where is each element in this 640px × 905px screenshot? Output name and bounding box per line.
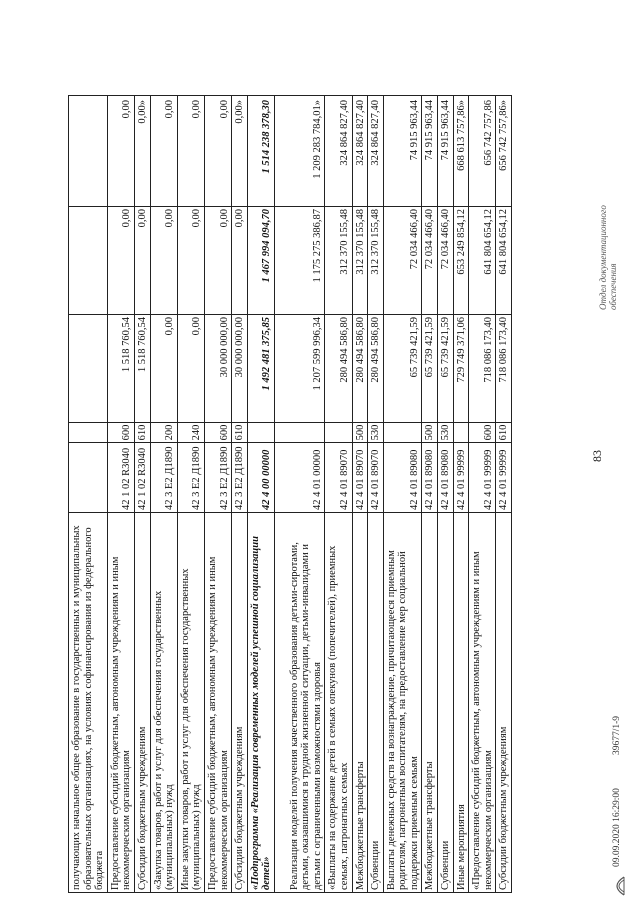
row-value-2021-cell: 72 034 466,40 xyxy=(438,206,453,314)
row-value-2021-cell: 312 370 155,48 xyxy=(368,206,383,314)
row-value-2020-cell: 1 492 481 375,85 xyxy=(248,314,274,422)
row-value-2022-cell: 656 742 757,86» xyxy=(498,100,510,171)
table-row xyxy=(151,96,178,892)
row-value-2022-cell: 0,00 xyxy=(121,100,133,119)
row-value-2021-cell: 0,00 xyxy=(151,206,177,314)
row-name-cell: Предоставление субсидий бюджетным, автономным учреждениям и иным некоммерческим организациям xyxy=(205,512,231,892)
budget-table xyxy=(68,95,512,893)
row-name-cell: Субсидии бюджетным учреждениям xyxy=(496,512,511,892)
row-value-2021-cell: 653 249 854,12 xyxy=(454,206,469,314)
row-vr-cell: 500 xyxy=(353,422,368,442)
row-value-2022-cell: 0,00 xyxy=(164,100,176,119)
table-row xyxy=(384,96,423,892)
row-vr-cell: 610 xyxy=(135,422,150,442)
footer-doc-id: 39677/1-9 xyxy=(612,715,622,755)
row-code-cell: 42 4 01 99999 xyxy=(454,442,469,512)
row-value-2022-cell: 74 915 963,44 xyxy=(440,100,452,161)
row-code-cell: 42 3 Е2 Д1890 xyxy=(151,442,177,512)
row-name-cell: Субвенции xyxy=(438,512,453,892)
row-vr-cell xyxy=(275,422,324,442)
row-code-cell: 42 4 01 89070 xyxy=(368,442,383,512)
table-row xyxy=(232,96,248,892)
row-vr-cell: 600 xyxy=(108,422,134,442)
table-row xyxy=(135,96,151,892)
row-vr-cell: 200 xyxy=(151,422,177,442)
row-value-2021-cell: 312 370 155,48 xyxy=(353,206,368,314)
row-name-cell: «Закупка товаров, работ и услуг для обеспечения государственных (муниципальных) нужд xyxy=(151,512,177,892)
row-vr-cell: 610 xyxy=(232,422,247,442)
row-value-2020-cell: 0,00 xyxy=(178,314,204,422)
row-name-cell: Реализация моделей получения качественного образования детьми-сиротами, детьми, оказавшимися в трудной жизненной ситуации, детьми-инвалидами и детьми с ограниченными возможностями здоровья xyxy=(275,512,324,892)
stamp-line-1: Отдел документационного xyxy=(598,205,608,310)
row-vr-cell xyxy=(325,422,351,442)
row-value-2020-cell: 0,00 xyxy=(151,314,177,422)
table-row xyxy=(325,96,352,892)
table-row xyxy=(275,96,325,892)
row-value-2022-cell xyxy=(69,98,107,206)
row-value-2021-cell: 0,00 xyxy=(108,206,134,314)
row-code-cell: 42 4 01 89080 xyxy=(438,442,453,512)
table-row xyxy=(422,96,438,892)
row-code-cell: 42 3 Е2 Д1890 xyxy=(205,442,231,512)
row-name-cell: Иные закупки товаров, работ и услуг для обеспечения государственных (муниципальных) нужд xyxy=(178,512,204,892)
row-value-2021-cell: 1 467 994 094,70 xyxy=(248,206,274,314)
row-vr-cell: 600 xyxy=(205,422,231,442)
row-vr-cell xyxy=(454,422,469,442)
row-code-cell: 42 4 01 89070 xyxy=(325,442,351,512)
row-value-2021-cell: 0,00 xyxy=(178,206,204,314)
row-code-cell: 42 4 01 89070 xyxy=(353,442,368,512)
row-value-2022-cell: 324 864 827,40 xyxy=(338,100,350,166)
row-code-cell: 42 1 02 R3040 xyxy=(135,442,150,512)
row-value-2020-cell: 729 749 371,06 xyxy=(454,314,469,422)
row-value-2020-cell xyxy=(69,314,107,422)
row-value-2020-cell: 1 518 760,54 xyxy=(108,314,134,422)
row-value-2021-cell xyxy=(69,206,107,314)
row-value-2022-cell: 324 864 827,40 xyxy=(370,100,382,166)
row-name-cell: Иные мероприятия xyxy=(454,512,469,892)
table-row xyxy=(248,96,275,892)
row-name-cell: Выплаты денежных средств на вознаграждение, причитающееся приемным родителям, патронатным воспитателям, на предоставление мер социальной поддержки приемным семьям xyxy=(384,512,422,892)
logo-icon xyxy=(608,875,626,897)
row-value-2022-cell: 0,00» xyxy=(234,100,246,124)
row-vr-cell: 610 xyxy=(496,422,511,442)
row-value-2020-cell: 718 086 173,40 xyxy=(469,314,495,422)
row-value-2020-cell: 280 494 586,80 xyxy=(325,314,351,422)
row-vr-cell xyxy=(69,422,107,442)
stamp-line-2: обеспечения xyxy=(608,263,618,310)
row-value-2020-cell: 1 518 760,54 xyxy=(135,314,150,422)
row-name-cell: Субсидии бюджетным учреждениям xyxy=(135,512,150,892)
row-value-2022-cell: 74 915 963,44 xyxy=(408,100,420,161)
row-name-cell: «Предоставление субсидий бюджетным, автономным учреждениям и иным некоммерческим организациям xyxy=(469,512,495,892)
row-vr-cell xyxy=(384,422,422,442)
row-name-cell: получающих начальное общее образование в государственных и муниципальных образовательных организациях, на условиях софинансирования из федерального бюджета xyxy=(69,512,107,892)
table-row xyxy=(454,96,470,892)
row-value-2020-cell: 65 739 421,59 xyxy=(438,314,453,422)
row-value-2022-cell: 1 209 283 784,01» xyxy=(311,100,323,179)
row-value-2021-cell: 0,00 xyxy=(205,206,231,314)
table-row xyxy=(496,96,511,892)
row-vr-cell: 530 xyxy=(368,422,383,442)
row-code-cell: 42 4 00 00000 xyxy=(248,442,274,512)
row-code-cell: 42 4 01 89080 xyxy=(384,442,422,512)
row-value-2021-cell: 641 804 654,12 xyxy=(469,206,495,314)
row-value-2021-cell: 72 034 466,40 xyxy=(384,206,422,314)
row-value-2021-cell: 72 034 466,40 xyxy=(422,206,437,314)
row-value-2020-cell: 65 739 421,59 xyxy=(422,314,437,422)
row-value-2020-cell: 65 739 421,59 xyxy=(384,314,422,422)
row-name-cell: Межбюджетные трансферты xyxy=(353,512,368,892)
row-value-2020-cell: 1 207 599 996,34 xyxy=(275,314,324,422)
row-value-2022-cell: 0,00 xyxy=(218,100,230,119)
row-vr-cell xyxy=(248,422,274,442)
row-code-cell: 42 3 Е2 Д1890 xyxy=(232,442,247,512)
table-row xyxy=(178,96,205,892)
table-row xyxy=(205,96,232,892)
table-row xyxy=(469,96,496,892)
row-vr-cell: 530 xyxy=(438,422,453,442)
row-value-2021-cell: 0,00 xyxy=(232,206,247,314)
footer-datetime: 09.09.2020 16:29:00 xyxy=(612,788,622,867)
row-code-cell xyxy=(69,442,107,512)
row-value-2022-cell: 74 915 963,44 xyxy=(424,100,436,161)
row-vr-cell: 600 xyxy=(469,422,495,442)
table-row xyxy=(69,96,108,892)
row-value-2022-cell: 668 613 757,86» xyxy=(455,100,467,171)
row-value-2022-cell: 656 742 757,86 xyxy=(482,100,494,166)
row-name-cell: Предоставление субсидий бюджетным, автономным учреждениям и иным некоммерческим организациям xyxy=(108,512,134,892)
row-value-2021-cell: 0,00 xyxy=(135,206,150,314)
row-value-2021-cell: 641 804 654,12 xyxy=(496,206,511,314)
row-value-2020-cell: 718 086 173,40 xyxy=(496,314,511,422)
table-row xyxy=(108,96,135,892)
row-value-2020-cell: 30 000 000,00 xyxy=(232,314,247,422)
row-value-2022-cell: 0,00 xyxy=(191,100,203,119)
row-value-2020-cell: 280 494 586,80 xyxy=(368,314,383,422)
row-code-cell: 42 1 02 R3040 xyxy=(108,442,134,512)
row-value-2022-cell: 1 514 238 378,30 xyxy=(261,100,273,174)
row-value-2021-cell: 1 175 275 386,87 xyxy=(275,206,324,314)
row-name-cell: «Подпрограмма «Реализация современных моделей успешной социализации детей» xyxy=(248,512,274,892)
row-name-cell: «Выплаты на содержание детей в семьях опекунов (попечителей), приемных семьях, патронатных семьях xyxy=(325,512,351,892)
row-value-2020-cell: 280 494 586,80 xyxy=(353,314,368,422)
row-vr-cell: 240 xyxy=(178,422,204,442)
row-value-2022-cell: 324 864 827,40 xyxy=(354,100,366,166)
row-value-2021-cell: 312 370 155,48 xyxy=(325,206,351,314)
table-row xyxy=(368,96,384,892)
row-code-cell: 42 4 01 00000 xyxy=(275,442,324,512)
table-row xyxy=(353,96,369,892)
row-value-2022-cell: 0,00» xyxy=(136,100,148,124)
row-vr-cell: 500 xyxy=(422,422,437,442)
row-name-cell: Межбюджетные трансферты xyxy=(422,512,437,892)
table-row xyxy=(438,96,454,892)
page-number: 83 xyxy=(590,450,604,462)
row-code-cell: 42 4 01 89080 xyxy=(422,442,437,512)
row-code-cell: 42 4 01 99999 xyxy=(496,442,511,512)
row-name-cell: Субсидии бюджетным учреждениям xyxy=(232,512,247,892)
row-code-cell: 42 3 Е2 Д1890 xyxy=(178,442,204,512)
row-value-2020-cell: 30 000 000,00 xyxy=(205,314,231,422)
office-stamp xyxy=(598,205,618,310)
row-name-cell: Субвенции xyxy=(368,512,383,892)
row-code-cell: 42 4 01 99999 xyxy=(469,442,495,512)
